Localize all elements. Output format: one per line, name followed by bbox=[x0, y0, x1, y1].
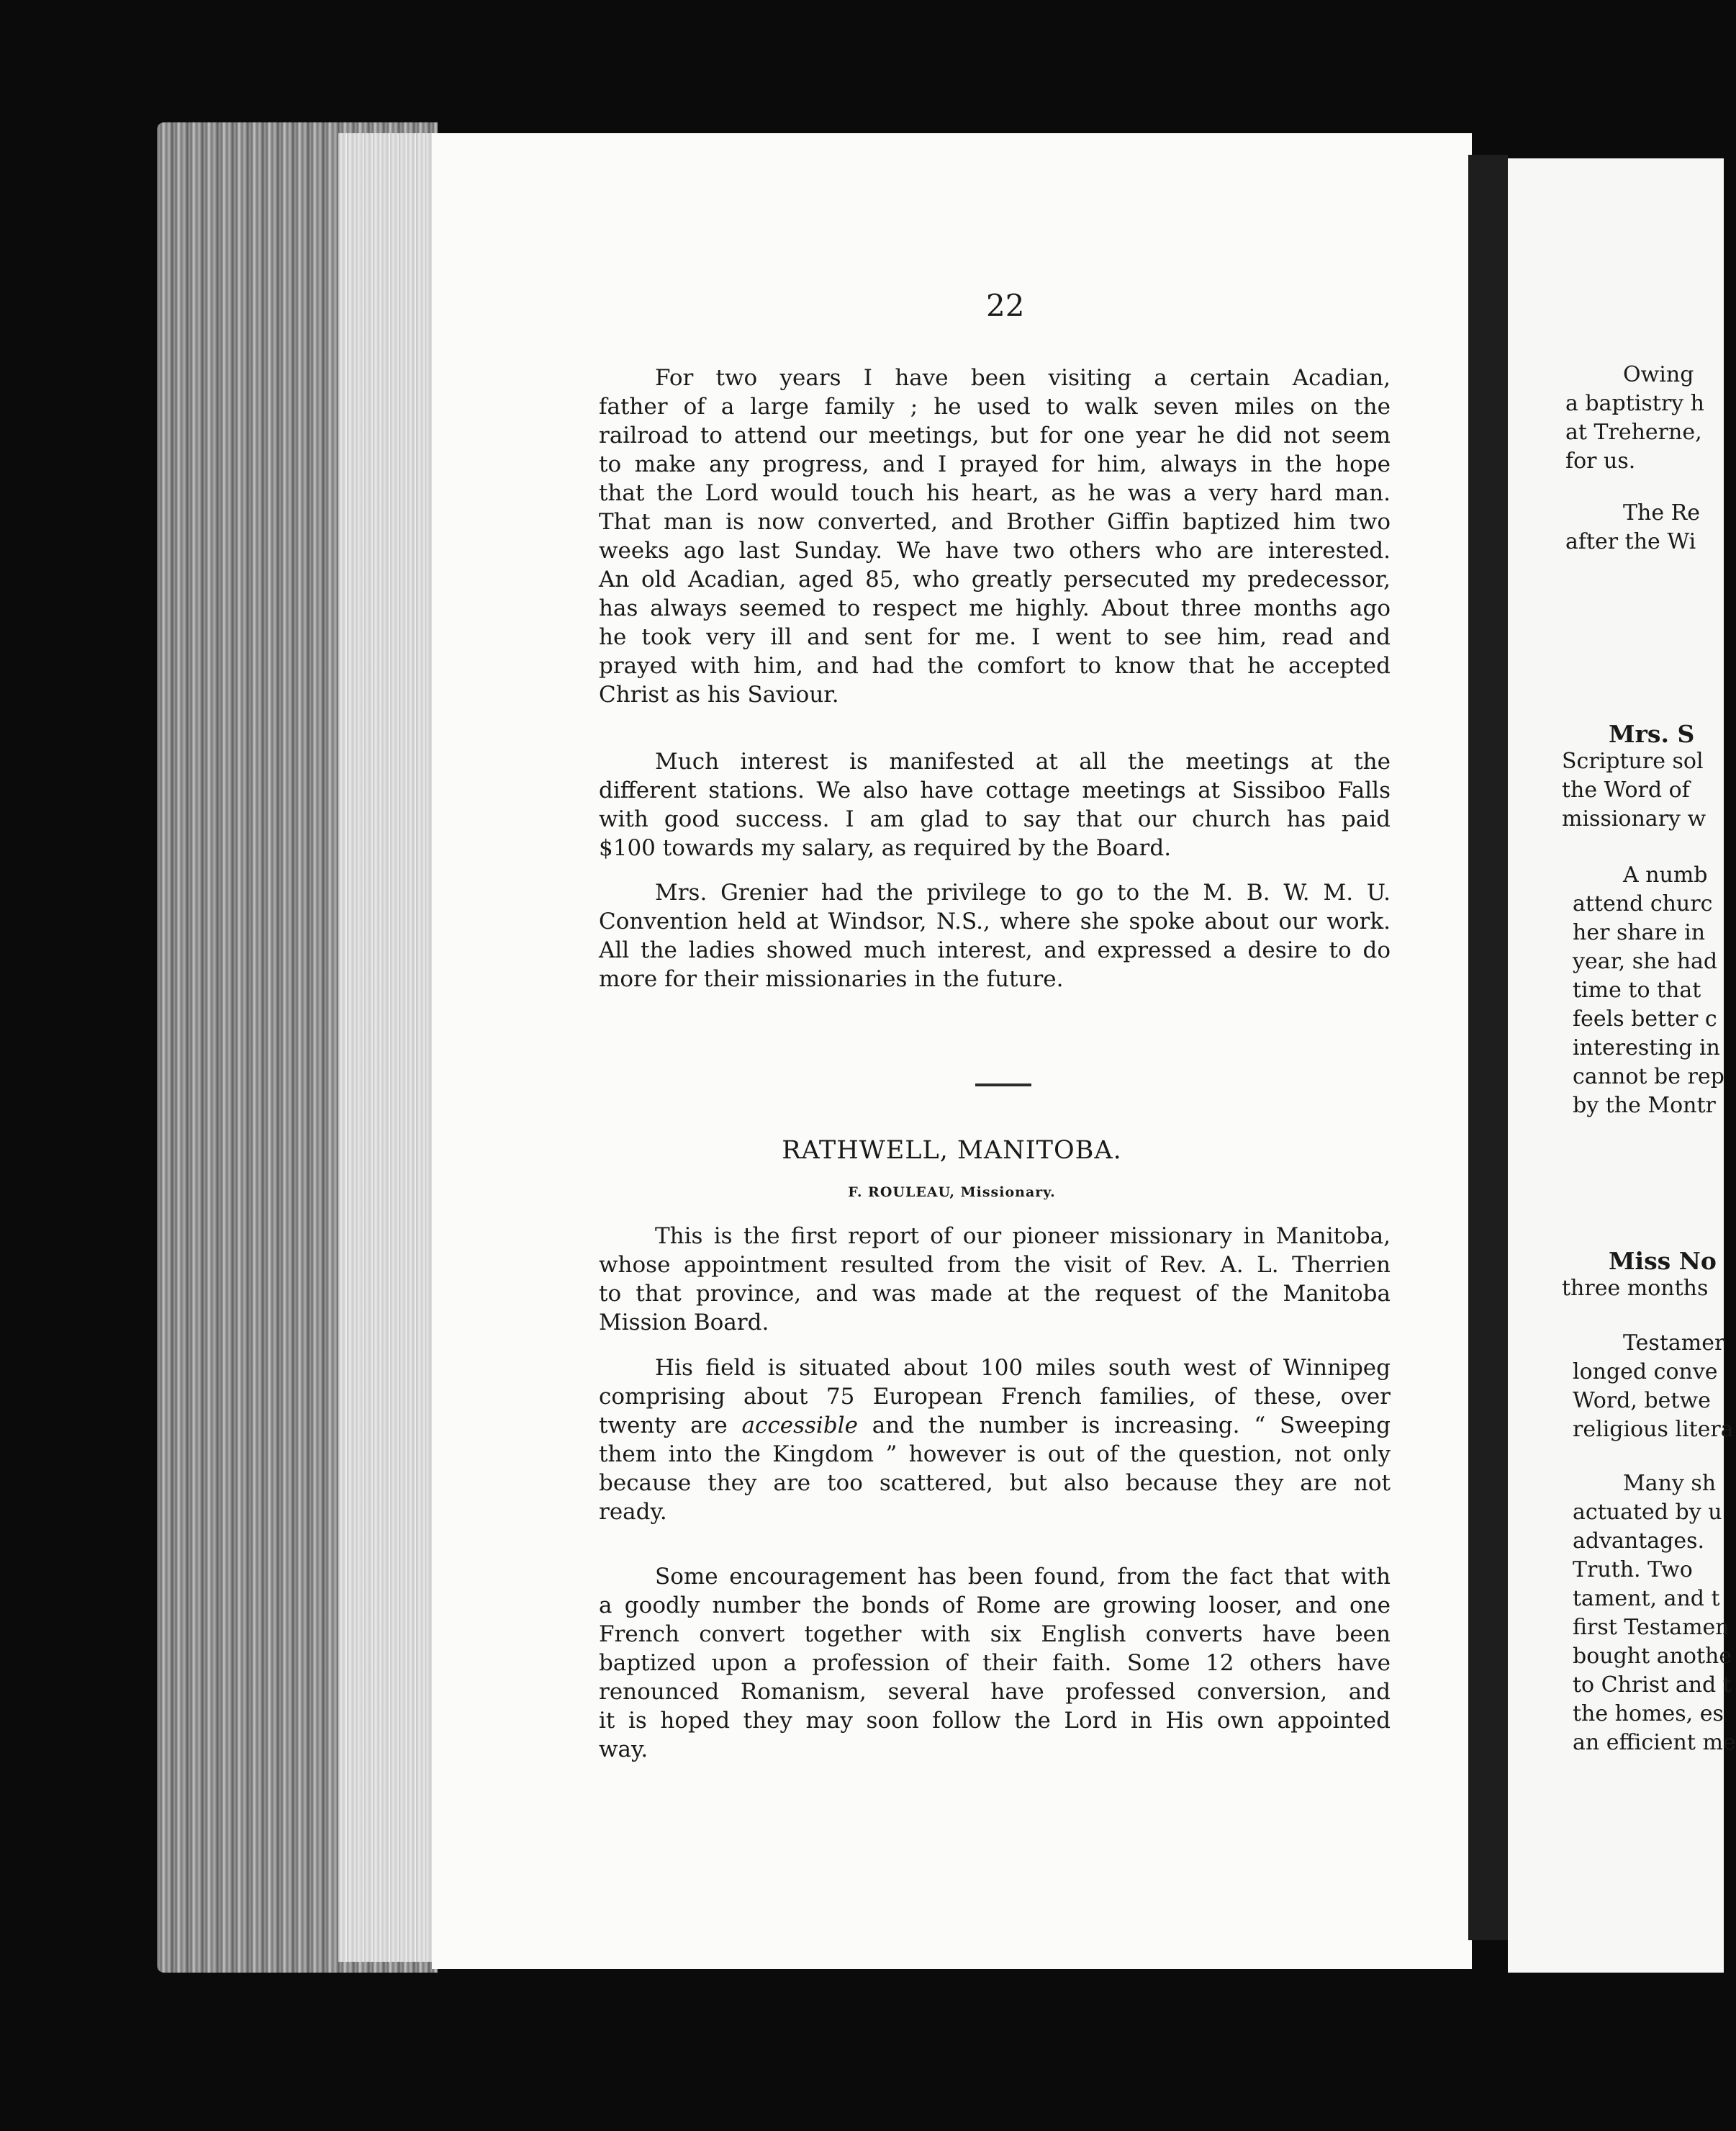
page-number: 22 bbox=[986, 288, 1025, 323]
right-page-line: her share in bbox=[1573, 920, 1706, 945]
text-line: more for their missionaries in the future. bbox=[599, 966, 1064, 992]
paragraph bbox=[599, 1353, 1391, 1526]
section-divider bbox=[975, 1083, 1031, 1086]
text-line: His field is situated about 100 miles south west of Winnipeg bbox=[655, 1355, 1391, 1381]
right-page-line: time to that bbox=[1573, 978, 1701, 1003]
text-line: renounced Romanism, several have professed conversion, and bbox=[599, 1679, 1391, 1705]
text-line: Convention held at Windsor, N.S., where she spoke about our work. bbox=[599, 909, 1391, 934]
text-line: All the ladies showed much interest, and expressed a desire to do bbox=[599, 937, 1391, 963]
text-line: An old Acadian, aged 85, who greatly persecuted my predecessor, bbox=[599, 567, 1391, 593]
right-page-line: longed conve bbox=[1573, 1359, 1718, 1384]
right-page-line: Many sh bbox=[1623, 1471, 1717, 1496]
right-page-line: Mrs. S bbox=[1609, 720, 1695, 748]
text-line: twenty are accessible and the number is increasing. “ Sweeping bbox=[599, 1413, 1391, 1438]
paragraph bbox=[599, 878, 1391, 994]
text-line: them into the Kingdom ” however is out of the question, not only bbox=[599, 1441, 1391, 1467]
text-line: that the Lord would touch his heart, as he was a very hard man. bbox=[599, 480, 1391, 506]
right-page-line: The Re bbox=[1623, 500, 1700, 526]
section-heading: RATHWELL, MANITOBA. bbox=[782, 1136, 1122, 1165]
text-line: different stations. We also have cottage meetings at Sissiboo Falls bbox=[599, 778, 1391, 803]
right-page-line: by the Montr bbox=[1573, 1093, 1716, 1118]
text-line: to make any progress, and I prayed for him, always in the hope bbox=[599, 451, 1391, 477]
right-page-line: interesting in bbox=[1573, 1035, 1720, 1060]
text-line: Mission Board. bbox=[599, 1310, 769, 1335]
right-page-line: after the Wi bbox=[1565, 529, 1696, 554]
right-page-line: A numb bbox=[1623, 862, 1708, 888]
text-line: weeks ago last Sunday. We have two others who are interested. bbox=[599, 538, 1391, 564]
right-page-line: tament, and t bbox=[1573, 1586, 1720, 1611]
paragraph bbox=[599, 1562, 1391, 1764]
text-line: Mrs. Grenier had the privilege to go to the M. B. W. M. U. bbox=[655, 880, 1391, 906]
right-page-line: at Treherne, bbox=[1565, 420, 1702, 445]
text-line: For two years I have been visiting a certain Acadian, bbox=[655, 365, 1391, 391]
right-page-line: Miss No bbox=[1609, 1247, 1717, 1275]
text-line: father of a large family ; he used to walk seven miles on the bbox=[599, 394, 1391, 420]
right-page-line: the Word of bbox=[1562, 778, 1690, 803]
text-line: Some encouragement has been found, from the fact that with bbox=[655, 1564, 1391, 1590]
right-page-line: a baptistry h bbox=[1565, 391, 1704, 416]
right-page-line: Word, betwe bbox=[1573, 1388, 1711, 1413]
text-line: way. bbox=[599, 1736, 648, 1762]
right-page-line: advantages. bbox=[1573, 1528, 1705, 1554]
book-page-edges-light bbox=[338, 133, 439, 1962]
right-page-line: the homes, es bbox=[1573, 1701, 1724, 1726]
paragraph bbox=[599, 747, 1391, 862]
text-line: ready. bbox=[599, 1499, 667, 1525]
text-line: comprising about 75 European French families, of these, over bbox=[599, 1384, 1391, 1410]
right-page-line: year, she had bbox=[1573, 949, 1718, 974]
right-page-line: feels better c bbox=[1573, 1006, 1717, 1032]
text-line: prayed with him, and had the comfort to know that he accepted bbox=[599, 653, 1391, 679]
text-line: $100 towards my salary, as required by the Board. bbox=[599, 835, 1172, 861]
right-page-line: for us. bbox=[1565, 449, 1636, 474]
book-gutter bbox=[1468, 155, 1508, 1940]
text-line: That man is now converted, and Brother Giffin baptized him two bbox=[599, 509, 1391, 535]
paragraph bbox=[599, 364, 1391, 709]
text-line: it is hoped they may soon follow the Lord in His own appointed bbox=[599, 1708, 1391, 1734]
right-page-line: an efficient me bbox=[1573, 1730, 1736, 1755]
right-page-line: attend churc bbox=[1573, 891, 1713, 916]
text-line: This is the first report of our pioneer missionary in Manitoba, bbox=[655, 1223, 1391, 1249]
right-page-line: bought anothe bbox=[1573, 1644, 1732, 1669]
right-page-line: missionary w bbox=[1562, 806, 1706, 832]
text-line: railroad to attend our meetings, but for one year he did not seem bbox=[599, 423, 1391, 449]
text-line: baptized upon a profession of their faith. Some 12 others have bbox=[599, 1650, 1391, 1676]
section-subheading: F. ROULEAU, Missionary. bbox=[848, 1184, 1056, 1200]
text-line: with good success. I am glad to say that our church has paid bbox=[599, 806, 1391, 832]
text-line: French convert together with six English converts have been bbox=[599, 1621, 1391, 1647]
right-page-line: Truth. Two bbox=[1573, 1557, 1693, 1582]
text-line: whose appointment resulted from the visit of Rev. A. L. Therrien bbox=[599, 1252, 1391, 1278]
right-page-line: cannot be rep bbox=[1573, 1064, 1724, 1089]
text-line: Much interest is manifested at all the meetings at the bbox=[655, 749, 1391, 775]
right-page-line: actuated by u bbox=[1573, 1500, 1722, 1525]
right-page-line: to Christ and t bbox=[1573, 1672, 1732, 1698]
text-line: he took very ill and sent for me. I went to see him, read and bbox=[599, 624, 1391, 650]
right-page-line: Testamer bbox=[1623, 1330, 1725, 1356]
right-page-line: religious litera bbox=[1573, 1417, 1734, 1442]
text-line: Christ as his Saviour. bbox=[599, 682, 839, 708]
text-line: has always seemed to respect me highly. About three months ago bbox=[599, 595, 1391, 621]
text-line: to that province, and was made at the request of the Manitoba bbox=[599, 1281, 1391, 1307]
text-line: because they are too scattered, but also because they are not bbox=[599, 1470, 1391, 1496]
right-page-line: Owing bbox=[1623, 362, 1694, 387]
right-page-line: Scripture sol bbox=[1562, 749, 1704, 774]
right-page-line: three months bbox=[1562, 1276, 1709, 1301]
text-line: a goodly number the bonds of Rome are growing looser, and one bbox=[599, 1592, 1391, 1618]
right-page-line: first Testamen bbox=[1573, 1615, 1730, 1640]
paragraph bbox=[599, 1222, 1391, 1337]
